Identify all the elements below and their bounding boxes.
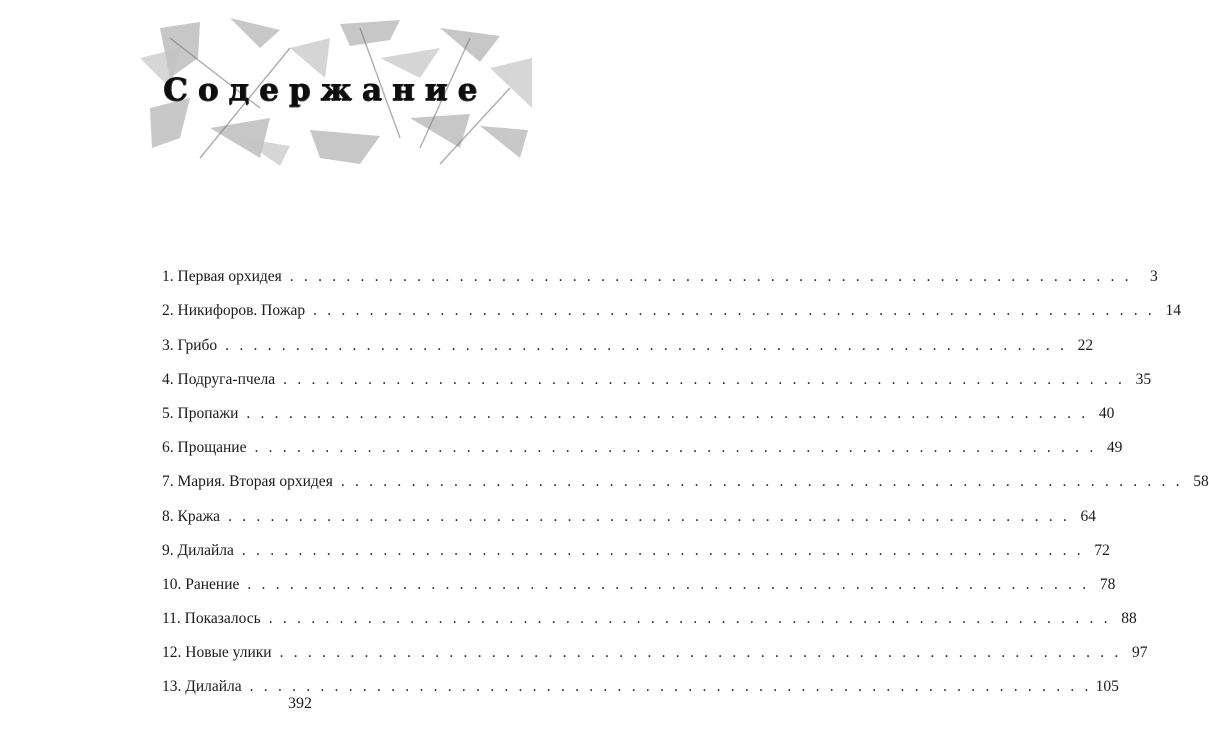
page-number: 392 [288,695,312,712]
toc-leader-dots: . . . . . . . . . . . . . . . . . . . . . . . . . . . . . . . . . . . . . . . . . . . . . . . . . . . . . . . . . . . . [246,404,1089,422]
toc-entry [162,527,1110,561]
toc-leader-dots: . . . . . . . . . . . . . . . . . . . . . . . . . . . . . . . . . . . . . . . . . . . . . . . . . . . . . . . . . . . . [313,302,1156,320]
toc-entry-page: 97 [1132,644,1148,662]
toc-entry [162,356,1152,390]
toc-leader-dots: . . . . . . . . . . . . . . . . . . . . . . . . . . . . . . . . . . . . . . . . . . . . . . . . . . . . . . . . . . . . [279,644,1122,662]
toc-entry [162,253,1158,287]
toc-entry [162,492,1096,526]
toc-entry [162,287,1182,321]
toc-entry-title: 6. Прощание [162,439,247,457]
toc-entry [162,595,1137,629]
toc-entry-title: 7. Мария. Вторая орхидея [162,473,333,491]
table-of-contents [162,253,1209,697]
toc-entry-title: 2. Никифоров. Пожар [162,302,306,320]
toc-leader-dots: . . . . . . . . . . . . . . . . . . . . . . . . . . . . . . . . . . . . . . . . . . . . . . . . . . . . . . . . . . . . [340,473,1183,491]
toc-leader-dots: . . . . . . . . . . . . . . . . . . . . . . . . . . . . . . . . . . . . . . . . . . . . . . . . . . . . . . . . . . . . [254,439,1097,457]
toc-entry [162,561,1116,595]
toc-entry [162,424,1123,458]
toc-entry-title: 5. Пропажи [162,404,239,422]
toc-leader-dots: . . . . . . . . . . . . . . . . . . . . . . . . . . . . . . . . . . . . . . . . . . . . . . . . . . . . . . . . . . . . [247,575,1090,593]
toc-entry-page: 49 [1106,439,1123,457]
toc-entry-page: 78 [1099,575,1116,593]
toc-entry-page: 40 [1098,404,1115,422]
toc-entry-page: 14 [1165,302,1182,320]
toc-entry-title: 9. Дилайла [162,541,234,559]
toc-leader-dots: . . . . . . . . . . . . . . . . . . . . . . . . . . . . . . . . . . . . . . . . . . . . . . . . . . . . . . . . . . . . [249,678,1092,696]
toc-entry-title: 11. Показалось [162,610,261,628]
toc-entry-page: 58 [1193,473,1209,491]
toc-entry [162,629,1148,663]
toc-entry-title: 8. Кража [162,507,221,525]
toc-leader-dots: . . . . . . . . . . . . . . . . . . . . . . . . . . . . . . . . . . . . . . . . . . . . . . . . . . . . . . . . . . . . [283,370,1126,388]
toc-entry-page: 88 [1121,610,1137,628]
toc-entry-title: 13. Дилайла [162,678,242,696]
toc-entry-page: 3 [1149,268,1158,286]
toc-entry-page: 64 [1080,507,1096,525]
toc-leader-dots: . . . . . . . . . . . . . . . . . . . . . . . . . . . . . . . . . . . . . . . . . . . . . . . . . . . . . . . . . . . . [289,268,1132,286]
toc-entry-title: 10. Ранение [162,575,240,593]
toc-entry-title: 1. Первая орхидея [162,268,282,286]
toc-entry-page: 35 [1135,370,1152,388]
toc-leader-dots: . . . . . . . . . . . . . . . . . . . . . . . . . . . . . . . . . . . . . . . . . . . . . . . . . . . . . . . . . . . . [268,610,1111,628]
toc-entry [162,458,1209,492]
toc-entry-title: 4. Подруга-пчела [162,370,276,388]
toc-entry-title: 12. Новые улики [162,644,272,662]
toc-leader-dots: . . . . . . . . . . . . . . . . . . . . . . . . . . . . . . . . . . . . . . . . . . . . . . . . . . . . . . . . . . . . [225,336,1068,354]
toc-entry-page: 105 [1095,678,1119,696]
toc-entry [162,663,1119,697]
toc-entry [162,321,1094,355]
toc-leader-dots: . . . . . . . . . . . . . . . . . . . . . . . . . . . . . . . . . . . . . . . . . . . . . . . . . . . . . . . . . . . . [241,541,1084,559]
toc-entry [162,390,1115,424]
toc-entry-page: 72 [1094,541,1110,559]
page-title: Содержание [162,72,488,108]
toc-leader-dots: . . . . . . . . . . . . . . . . . . . . . . . . . . . . . . . . . . . . . . . . . . . . . . . . . . . . . . . . . . . . [228,507,1070,525]
toc-entry-title: 3. Грибо [162,336,218,354]
toc-entry-page: 22 [1077,336,1094,354]
